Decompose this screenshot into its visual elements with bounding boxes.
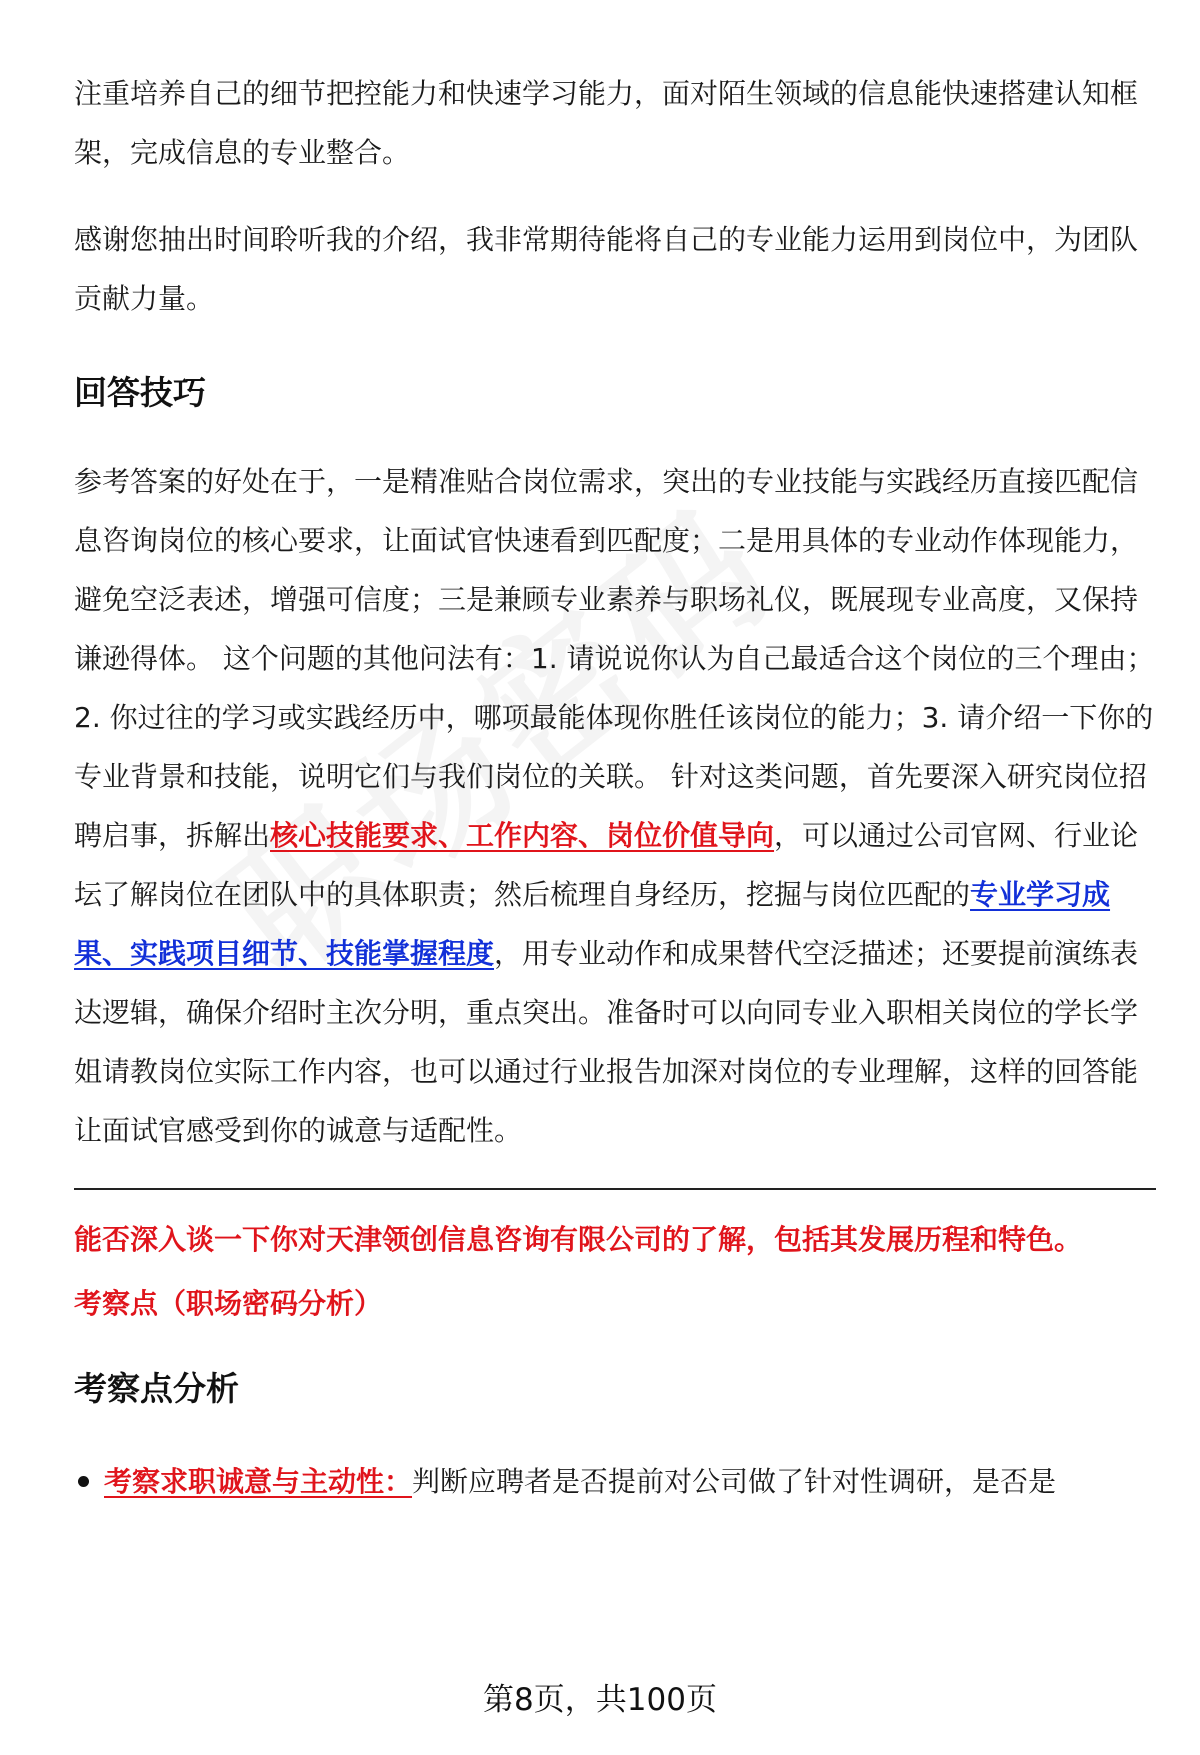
tips-text-part2: ，可以通过公司官网、行业论坛了解岗位在团队中的具体职责；然后梳理自身经历，挖掘与岗位匹配的 bbox=[74, 819, 1139, 911]
document-page bbox=[74, 64, 1156, 1511]
tips-paragraph bbox=[74, 452, 1156, 1160]
bullet-text: 判断应聘者是否提前对公司做了针对性调研，是否是 bbox=[412, 1465, 1057, 1498]
paragraph-skills: 注重培养自己的细节把控能力和快速学习能力，面对陌生领域的信息能快速搭建认知框架，完成信息的专业整合。 bbox=[74, 77, 1139, 169]
analysis-heading: 考察点分析 bbox=[74, 1369, 239, 1408]
section-divider bbox=[74, 1188, 1156, 1190]
highlight-red: 核心技能要求、工作内容、岗位价值导向 bbox=[270, 819, 775, 852]
point-title: 考察点（职场密码分析） bbox=[74, 1287, 383, 1320]
paragraph-thanks: 感谢您抽出时间聆听我的介绍，我非常期待能将自己的专业能力运用到岗位中，为团队贡献力量。 bbox=[74, 223, 1139, 315]
highlight-blue: 专业学习成果、实践项目细节、技能掌握程度 bbox=[74, 878, 1111, 970]
page-number: 第8页，共100页 bbox=[483, 1682, 717, 1718]
list-item bbox=[104, 1452, 1156, 1511]
tips-text-part1: 参考答案的好处在于，一是精准贴合岗位需求，突出的专业技能与实践经历直接匹配信息咨询岗位的核心要求，让面试官快速看到匹配度；二是用具体的专业动作体现能力，避免空泛表述，增强可信度；三是兼顾专业素养与职场礼仪，既展现专业高度，又保持谦逊得体。 这个问题的其他问法有：1. 请说说你认为自己最适合这个岗位的三个理由；2. 你过往的学习或实践经历中，哪项最能体现你胜任该岗位的能力；3. 请介绍一下你的专业背景和技能，说明它们与我们岗位的关联。 针对这类问题，首先要深入研究岗位招聘启事，拆解出 bbox=[74, 465, 1155, 852]
tips-heading: 回答技巧 bbox=[74, 373, 206, 412]
next-question: 能否深入谈一下你对天津领创信息咨询有限公司的了解，包括其发展历程和特色。 bbox=[74, 1223, 1083, 1256]
bullet-label: 考察求职诚意与主动性： bbox=[104, 1465, 413, 1498]
tips-text-part3: ，用专业动作和成果替代空泛描述；还要提前演练表达逻辑，确保介绍时主次分明，重点突出。准备时可以向同专业入职相关岗位的学长学姐请教岗位实际工作内容，也可以通过行业报告加深对岗位的专业理解，这样的回答能让面试官感受到你的诚意与适配性。 bbox=[74, 937, 1139, 1147]
analysis-list bbox=[74, 1452, 1156, 1511]
